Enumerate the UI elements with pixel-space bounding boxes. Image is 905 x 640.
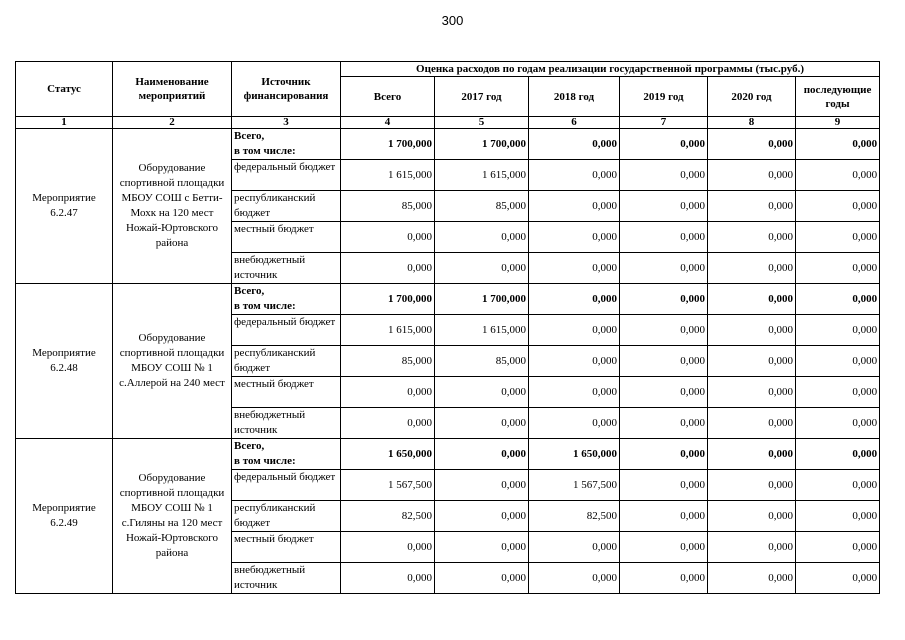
amount-cell: 0,000 bbox=[796, 377, 880, 408]
amount-cell: 0,000 bbox=[620, 315, 708, 346]
amount-cell: 0,000 bbox=[435, 470, 529, 501]
amount-cell: 1 650,000 bbox=[341, 439, 435, 470]
amount-cell: 0,000 bbox=[435, 377, 529, 408]
amount-cell: 0,000 bbox=[529, 160, 620, 191]
amount-cell: 1 700,000 bbox=[341, 284, 435, 315]
amount-cell: 0,000 bbox=[796, 191, 880, 222]
amount-cell: 1 615,000 bbox=[435, 160, 529, 191]
page-number: 300 bbox=[441, 13, 464, 28]
funding-source-cell: федеральный бюджет bbox=[232, 470, 341, 501]
amount-cell: 0,000 bbox=[341, 253, 435, 284]
column-number: 5 bbox=[435, 117, 529, 129]
funding-source-cell: местный бюджет bbox=[232, 222, 341, 253]
funding-source-cell: местный бюджет bbox=[232, 377, 341, 408]
amount-cell: 0,000 bbox=[620, 160, 708, 191]
amount-cell: 0,000 bbox=[708, 160, 796, 191]
column-number: 9 bbox=[796, 117, 880, 129]
amount-cell: 0,000 bbox=[529, 222, 620, 253]
amount-cell: 0,000 bbox=[708, 191, 796, 222]
amount-cell: 0,000 bbox=[620, 408, 708, 439]
funding-source-cell: Всего, в том числе: bbox=[232, 439, 341, 470]
header-source: Источник финансирования bbox=[232, 62, 341, 117]
amount-cell: 0,000 bbox=[341, 563, 435, 594]
amount-cell: 0,000 bbox=[341, 408, 435, 439]
funding-source-cell: республиканский бюджет bbox=[232, 191, 341, 222]
amount-cell: 0,000 bbox=[708, 439, 796, 470]
amount-cell: 0,000 bbox=[435, 253, 529, 284]
funding-source-cell: Всего, в том числе: bbox=[232, 284, 341, 315]
column-number: 7 bbox=[620, 117, 708, 129]
funding-source-cell: Всего, в том числе: bbox=[232, 129, 341, 160]
amount-cell: 1 650,000 bbox=[529, 439, 620, 470]
amount-cell: 0,000 bbox=[529, 377, 620, 408]
amount-cell: 0,000 bbox=[708, 315, 796, 346]
status-cell: Мероприятие 6.2.47 bbox=[16, 129, 113, 284]
amount-cell: 0,000 bbox=[435, 563, 529, 594]
column-number: 4 bbox=[341, 117, 435, 129]
amount-cell: 0,000 bbox=[620, 439, 708, 470]
amount-cell: 0,000 bbox=[708, 563, 796, 594]
column-number: 1 bbox=[16, 117, 113, 129]
amount-cell: 85,000 bbox=[435, 346, 529, 377]
header-year-2020: 2020 год bbox=[708, 77, 796, 117]
amount-cell: 1 700,000 bbox=[435, 284, 529, 315]
amount-cell: 1 615,000 bbox=[341, 315, 435, 346]
amount-cell: 0,000 bbox=[435, 439, 529, 470]
amount-cell: 0,000 bbox=[435, 222, 529, 253]
amount-cell: 0,000 bbox=[796, 284, 880, 315]
amount-cell: 0,000 bbox=[529, 563, 620, 594]
amount-cell: 0,000 bbox=[708, 222, 796, 253]
amount-cell: 0,000 bbox=[796, 532, 880, 563]
funding-source-cell: федеральный бюджет bbox=[232, 315, 341, 346]
amount-cell: 0,000 bbox=[620, 563, 708, 594]
amount-cell: 0,000 bbox=[708, 408, 796, 439]
event-name-cell: Оборудование спортивной площадки МБОУ СОШ № 1 с.Гиляны на 120 мест Ножай-Юртовского района bbox=[113, 439, 232, 594]
amount-cell: 0,000 bbox=[708, 129, 796, 160]
amount-cell: 0,000 bbox=[529, 191, 620, 222]
header-year-2018: 2018 год bbox=[529, 77, 620, 117]
column-number: 3 bbox=[232, 117, 341, 129]
amount-cell: 0,000 bbox=[529, 408, 620, 439]
amount-cell: 0,000 bbox=[620, 222, 708, 253]
header-year-following: последующие годы bbox=[796, 77, 880, 117]
amount-cell: 1 567,500 bbox=[341, 470, 435, 501]
header-year-2017: 2017 год bbox=[435, 77, 529, 117]
amount-cell: 0,000 bbox=[620, 346, 708, 377]
amount-cell: 0,000 bbox=[620, 377, 708, 408]
funding-source-cell: республиканский бюджет bbox=[232, 346, 341, 377]
amount-cell: 85,000 bbox=[341, 191, 435, 222]
table-body bbox=[16, 129, 880, 594]
amount-cell: 0,000 bbox=[435, 501, 529, 532]
event-name-cell: Оборудование спортивной площадки МБОУ СОШ № 1 с.Аллерой на 240 мест bbox=[113, 284, 232, 439]
amount-cell: 0,000 bbox=[796, 563, 880, 594]
amount-cell: 85,000 bbox=[435, 191, 529, 222]
amount-cell: 0,000 bbox=[435, 408, 529, 439]
amount-cell: 0,000 bbox=[341, 222, 435, 253]
amount-cell: 0,000 bbox=[529, 253, 620, 284]
amount-cell: 82,500 bbox=[529, 501, 620, 532]
amount-cell: 1 615,000 bbox=[435, 315, 529, 346]
funding-source-cell: внебюджетный источник bbox=[232, 563, 341, 594]
amount-cell: 0,000 bbox=[529, 532, 620, 563]
table-row-total bbox=[16, 439, 880, 470]
header-status: Статус bbox=[16, 62, 113, 117]
amount-cell: 0,000 bbox=[708, 470, 796, 501]
amount-cell: 82,500 bbox=[341, 501, 435, 532]
status-cell: Мероприятие 6.2.49 bbox=[16, 439, 113, 594]
amount-cell: 1 700,000 bbox=[435, 129, 529, 160]
amount-cell: 0,000 bbox=[708, 532, 796, 563]
column-numbers-row bbox=[16, 117, 880, 129]
amount-cell: 0,000 bbox=[796, 160, 880, 191]
header-year-2019: 2019 год bbox=[620, 77, 708, 117]
amount-cell: 0,000 bbox=[341, 532, 435, 563]
amount-cell: 1 567,500 bbox=[529, 470, 620, 501]
header-year-total: Всего bbox=[341, 77, 435, 117]
amount-cell: 0,000 bbox=[796, 439, 880, 470]
event-name-cell: Оборудование спортивной площадки МБОУ СОШ с Бетти-Мохк на 120 мест Ножай-Юртовского района bbox=[113, 129, 232, 284]
funding-source-cell: федеральный бюджет bbox=[232, 160, 341, 191]
header-estimate: Оценка расходов по годам реализации государственной программы (тыс.руб.) bbox=[341, 62, 880, 77]
amount-cell: 0,000 bbox=[529, 284, 620, 315]
funding-source-cell: республиканский бюджет bbox=[232, 501, 341, 532]
amount-cell: 1 615,000 bbox=[341, 160, 435, 191]
amount-cell: 0,000 bbox=[796, 408, 880, 439]
budget-table bbox=[15, 61, 880, 594]
amount-cell: 0,000 bbox=[708, 284, 796, 315]
amount-cell: 0,000 bbox=[796, 129, 880, 160]
amount-cell: 0,000 bbox=[796, 315, 880, 346]
table-row-total bbox=[16, 284, 880, 315]
amount-cell: 0,000 bbox=[620, 129, 708, 160]
amount-cell: 0,000 bbox=[708, 377, 796, 408]
amount-cell: 0,000 bbox=[796, 501, 880, 532]
amount-cell: 0,000 bbox=[620, 284, 708, 315]
amount-cell: 0,000 bbox=[529, 129, 620, 160]
column-number: 2 bbox=[113, 117, 232, 129]
column-number: 8 bbox=[708, 117, 796, 129]
funding-source-cell: внебюджетный источник bbox=[232, 253, 341, 284]
amount-cell: 0,000 bbox=[435, 532, 529, 563]
amount-cell: 0,000 bbox=[529, 346, 620, 377]
amount-cell: 0,000 bbox=[708, 501, 796, 532]
funding-source-cell: внебюджетный источник bbox=[232, 408, 341, 439]
amount-cell: 0,000 bbox=[796, 253, 880, 284]
funding-source-cell: местный бюджет bbox=[232, 532, 341, 563]
amount-cell: 0,000 bbox=[796, 346, 880, 377]
amount-cell: 0,000 bbox=[620, 253, 708, 284]
amount-cell: 0,000 bbox=[708, 253, 796, 284]
column-number: 6 bbox=[529, 117, 620, 129]
status-cell: Мероприятие 6.2.48 bbox=[16, 284, 113, 439]
amount-cell: 0,000 bbox=[341, 377, 435, 408]
header-event: Наименование мероприятий bbox=[113, 62, 232, 117]
amount-cell: 0,000 bbox=[620, 191, 708, 222]
amount-cell: 0,000 bbox=[529, 315, 620, 346]
amount-cell: 0,000 bbox=[620, 501, 708, 532]
amount-cell: 0,000 bbox=[796, 222, 880, 253]
amount-cell: 0,000 bbox=[796, 470, 880, 501]
table-row-total bbox=[16, 129, 880, 160]
amount-cell: 85,000 bbox=[341, 346, 435, 377]
amount-cell: 0,000 bbox=[708, 346, 796, 377]
amount-cell: 0,000 bbox=[620, 532, 708, 563]
amount-cell: 1 700,000 bbox=[341, 129, 435, 160]
amount-cell: 0,000 bbox=[620, 470, 708, 501]
